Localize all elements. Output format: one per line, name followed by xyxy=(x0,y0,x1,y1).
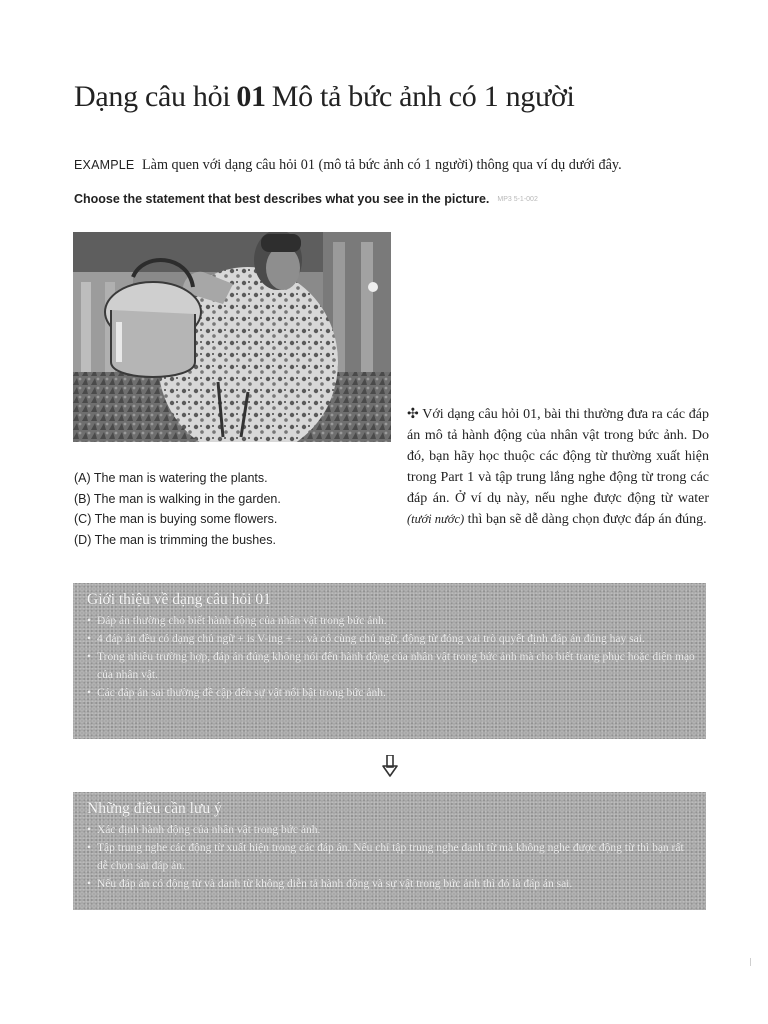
intro-box-title: Giới thiệu về dạng câu hỏi 01 xyxy=(87,591,271,608)
tip-mark-icon: ✣ xyxy=(407,407,419,422)
notes-item: • Nếu đáp án có động từ và danh từ không diễn tả hành động và sự vật trong bức ảnh thì đó là đáp án sai. xyxy=(87,875,696,893)
intro-item: • Trong nhiều trường hợp, đáp án đúng không nói đến hành động của nhân vật trong bức ảnh mà cho biết trang phục hoặc diện mạo của nhân vật. xyxy=(87,648,696,684)
audio-track-label: MP3 5-1-002 xyxy=(497,196,538,204)
title-prefix: Dạng câu hỏi xyxy=(74,80,231,113)
option-c: (C) The man is buying some flowers. xyxy=(74,512,278,526)
intro-item: • Các đáp án sai thường đề cập đến sự vật nổi bật trong bức ảnh. xyxy=(87,684,696,702)
page-title xyxy=(74,80,575,114)
answer-options xyxy=(74,468,281,550)
title-suffix: Mô tả bức ảnh có 1 người xyxy=(271,80,575,113)
intro-item: • Đáp án thường cho biết hành động của nhân vật trong bức ảnh. xyxy=(87,612,696,630)
notes-item: • Xác định hành động của nhân vật trong bức ảnh. xyxy=(87,821,696,839)
option-d: (D) The man is trimming the bushes. xyxy=(74,532,276,547)
title-number: 01 xyxy=(236,80,266,113)
notes-box-title: Những điều cần lưu ý xyxy=(87,800,222,817)
notes-item: • Tập trung nghe các động từ xuất hiện trong các đáp án. Nếu chỉ tập trung nghe danh từ mà không nghe được động từ thì bạn rất dễ chọn sai đáp án. xyxy=(87,839,696,875)
example-line xyxy=(74,157,622,174)
example-label: EXAMPLE xyxy=(74,158,135,172)
watering-plants-photo xyxy=(73,232,391,442)
instruction-text: Choose the statement that best describes what you see in the picture. xyxy=(74,192,490,206)
intro-box xyxy=(73,583,706,739)
arrow-down-icon xyxy=(382,755,398,777)
notes-box xyxy=(73,792,706,910)
tip-gloss: (tưới nước) xyxy=(407,512,465,526)
tip-text-after: thì bạn sẽ dễ dàng chọn được đáp án đúng. xyxy=(467,512,707,527)
option-b: (B) The man is walking in the garden. xyxy=(74,491,281,506)
example-text: Làm quen với dạng câu hỏi 01 (mô tả bức ảnh có 1 người) thông qua ví dụ dưới đây. xyxy=(142,157,622,173)
tip-paragraph xyxy=(407,404,709,530)
intro-item: • 4 đáp án đều có dạng chủ ngữ + is V-ing + ... và có cùng chủ ngữ, động từ đóng vai trò quyết định đáp án đúng hay sai. xyxy=(87,630,696,648)
tip-text-before: Với dạng câu hỏi 01, bài thi thường đưa ra các đáp án mô tả hành động của nhân vật trong bức ảnh. Do đó, bạn hãy học thuộc các động từ thường xuất hiện trong Part 1 và tập trung lắng nghe động từ trong các đáp án. Ở ví dụ này, nếu nghe được động từ water xyxy=(407,407,709,506)
option-a: (A) The man is watering the plants. xyxy=(74,471,268,485)
instruction xyxy=(74,192,538,206)
page-edge-mark xyxy=(750,958,751,966)
